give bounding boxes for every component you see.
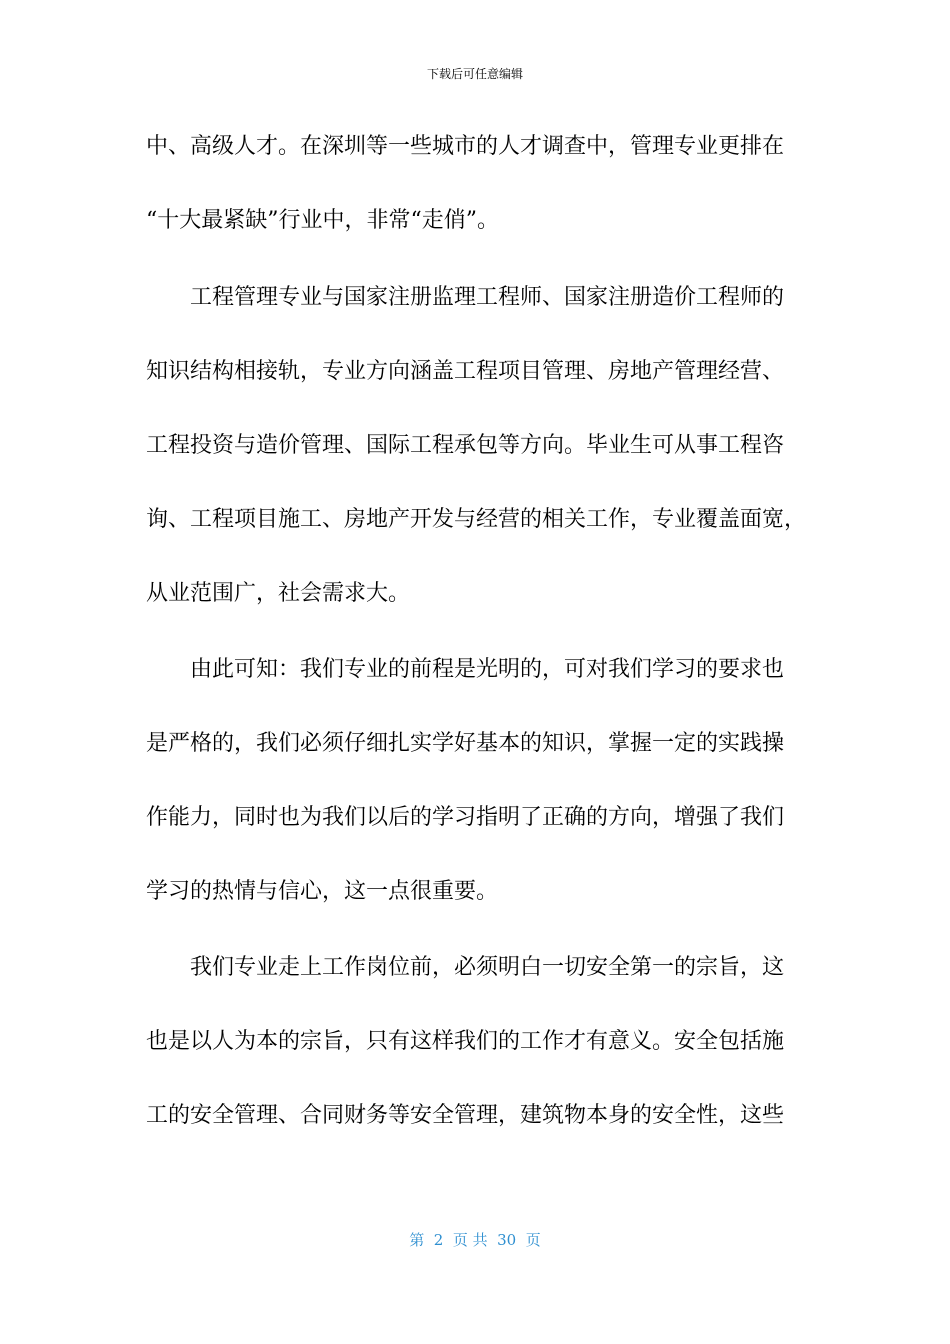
paragraph-first-line: 由此可知：我们专业的前程是光明的，可对我们学习的要求也 (190, 657, 785, 682)
text-line: 作能力，同时也为我们以后的学习指明了正确的方向，增强了我们 (146, 805, 785, 830)
text-line: 是严格的，我们必须仔细扎实学好基本的知识，掌握一定的实践操 (146, 731, 785, 756)
text-line: 工程投资与造价管理、国际工程承包等方向。毕业生可从事工程咨 (146, 433, 785, 458)
text-line: 工的安全管理、合同财务等安全管理，建筑物本身的安全性，这些 (146, 1103, 785, 1128)
page-header: 下载后可任意编辑 (426, 67, 523, 81)
text-line: 从业范围广，社会需求大。 (146, 581, 411, 606)
text-line: 中、高级人才。在深圳等一些城市的人才调查中，管理专业更排在 (146, 134, 785, 159)
paragraph-first-line: 工程管理专业与国家注册监理工程师、国家注册造价工程师的 (190, 285, 785, 310)
text-line: 学习的热情与信心，这一点很重要。 (146, 879, 499, 904)
text-line: 也是以人为本的宗旨，只有这样我们的工作才有意义。安全包括施 (146, 1029, 785, 1054)
text-line: 知识结构相接轨，专业方向涵盖工程项目管理、房地产管理经营、 (146, 359, 785, 384)
text-line: 询、工程项目施工、房地产开发与经营的相关工作，专业覆盖面宽， (146, 507, 807, 532)
page-number-footer: 第 2 页 共 30 页 (409, 1231, 541, 1249)
paragraph-first-line: 我们专业走上工作岗位前，必须明白一切安全第一的宗旨，这 (190, 955, 785, 980)
text-line: “十大最紧缺”行业中，非常“走俏”。 (146, 208, 499, 233)
